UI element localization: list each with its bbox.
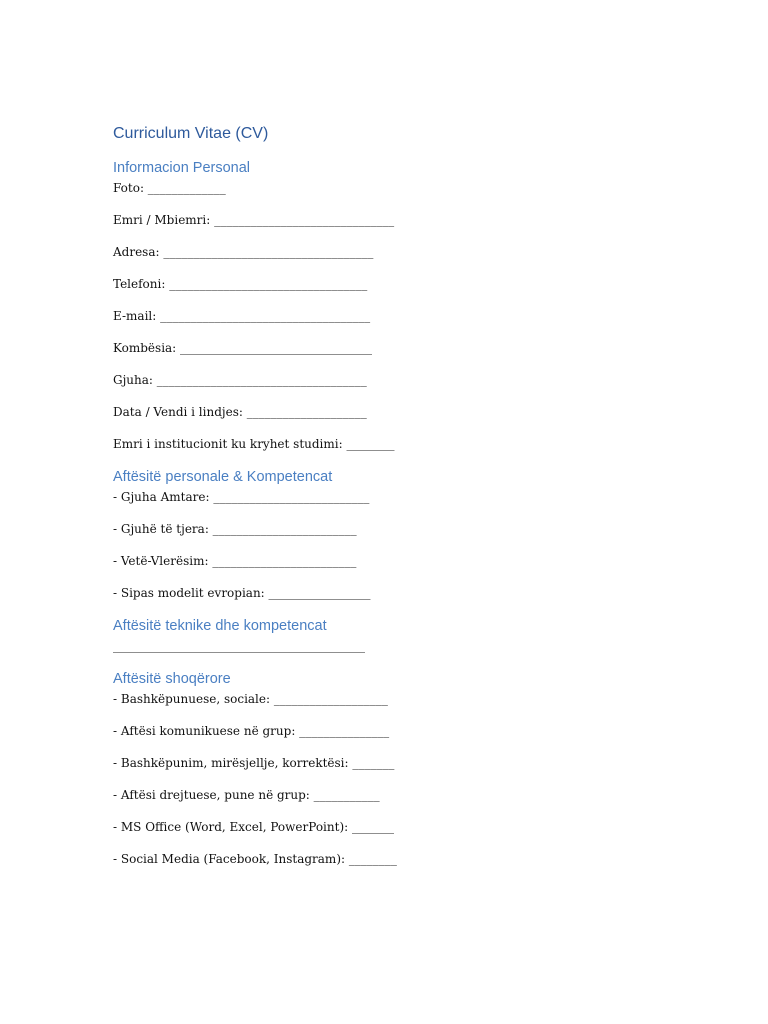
field-aftesi-komunikuese: - Aftësi komunikuese në grup: _______________: [113, 724, 390, 738]
field-gjuhe-te-tjera: - Gjuhë të tjera: ________________________: [113, 522, 357, 536]
section-personal-info: [113, 159, 673, 452]
section-personal-skills: [113, 468, 673, 601]
field-institucioni: Emri i institucionit ku kryhet studimi: ________: [113, 437, 395, 451]
field-kombesia: Kombësia: ________________________________: [113, 341, 373, 355]
section-heading-personal-info: Informacion Personal: [113, 160, 251, 176]
field-email: E-mail: ___________________________________: [113, 309, 371, 323]
section-heading-technical-skills: Aftësitë teknike dhe kompetencat: [113, 618, 327, 634]
field-bashkepunuese-sociale: - Bashkëpunuese, sociale: ___________________: [113, 692, 388, 706]
section-heading-social-skills: Aftësitë shoqërore: [113, 671, 231, 687]
field-adresa: Adresa: ___________________________________: [113, 245, 374, 259]
field-gjuha: Gjuha: ___________________________________: [113, 373, 367, 387]
section-technical-skills: [113, 617, 673, 654]
field-data-vendi-lindjes: Data / Vendi i lindjes: ____________________: [113, 405, 367, 419]
field-telefoni: Telefoni: _________________________________: [113, 277, 368, 291]
field-bashkepunim-miresjellje: - Bashkëpunim, mirësjellje, korrektësi: _______: [113, 756, 395, 770]
field-ms-office: - MS Office (Word, Excel, PowerPoint): _______: [113, 820, 394, 834]
section-social-skills: [113, 670, 673, 867]
field-emri-mbiemri: Emri / Mbiemri: ______________________________: [113, 213, 395, 227]
field-vete-vleresim: - Vetë-Vlerësim: ________________________: [113, 554, 357, 568]
field-social-media: - Social Media (Facebook, Instagram): ________: [113, 852, 397, 866]
field-technical-blank: __________________________________________: [113, 639, 365, 653]
field-foto: Foto: _____________: [113, 181, 226, 195]
document-title: Curriculum Vitae (CV): [113, 125, 269, 142]
cv-content: [113, 124, 673, 883]
field-modeli-evropian: - Sipas modelit evropian: _________________: [113, 586, 371, 600]
field-aftesi-drejtuese: - Aftësi drejtuese, pune në grup: ___________: [113, 788, 380, 802]
section-heading-personal-skills: Aftësitë personale & Kompetencat: [113, 469, 333, 485]
field-gjuha-amtare: - Gjuha Amtare: __________________________: [113, 490, 370, 504]
